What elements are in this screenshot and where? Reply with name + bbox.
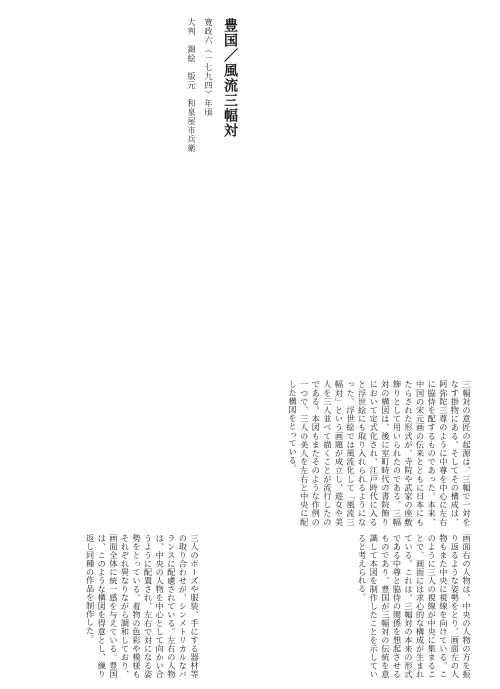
body-text-lower-left: 三人のポーズや服装、手にする器材等の取り合わせが、シンメトリカルなバランスに配慮されている。左右の人物は、中央の人物を中心として向かい合うように配置され、左右で対になる姿勢をとっている。着物の色彩や模様もそれぞれ異なりながら調和しており、画面全体に統一感を与えている。豊国は、このような構図を得意とし、繰り返し同種の作品を制作した。 <box>85 534 200 678</box>
body-text-upper: 三幅対の意匠の起源は、三幅で一対をなす掛物にある。そしてその構成は、阿弥陀三尊のように中尊を中心に左右に脇侍を配するものであった。本来、中国の宋元画の伝来とともに日本にもたらされた形式が、寺院や武家の座敷飾りとして用いられたのである。三幅対の構図は、後に室町時代の書院飾りにおいて定式化され、江戸時代に入ると浮世絵にも取り入れられるようになった。浮世絵では風流化して「風流三幅対」という画題が成立し、遊女や美人を三人並べて描くことが流行したのである。本図もまたそのような作例の一つで、三人の美人を左右と中央に配した構図をとっている。 <box>288 380 472 526</box>
body-text-lower-right: 画面右の人物は、中央の人物の方を振り返るような姿勢をとり、画面左の人物もまた中央に視線を向けている。このように三人の視線が中央に集まることで、画面には求心的な構成が生まれている。これは、三幅対の本来の形式である中尊と脇侍の関係を想起させるものであり、豊国が三幅対の伝統を意識して本図を制作したことを示していると考えられる。 <box>357 534 472 678</box>
details-line: 大判 錦絵 版元 和泉屋市兵衛 <box>187 18 196 153</box>
date-line: 寛政六（一七九四）年頃 <box>204 18 213 117</box>
page-title: 豊国／風流三幅対 <box>222 18 238 138</box>
title-block <box>186 18 240 208</box>
